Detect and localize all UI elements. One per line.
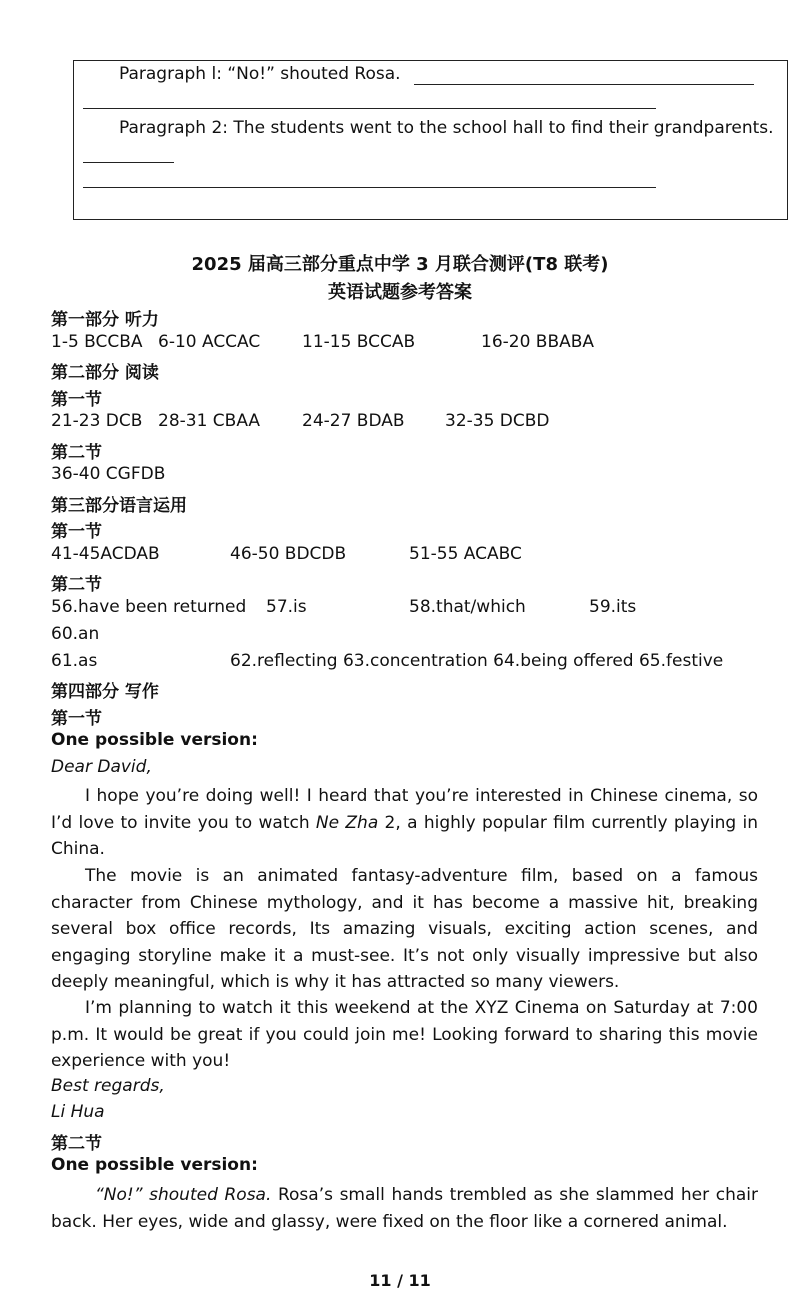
letter-paragraph-2: The movie is an animated fantasy-adventure film, based on a famous character from Chinese mythology, and it has become a massive hit, breaking several box office records, Its amazing visuals, exciting action scenes, and engaging storyline make it a must-see. It’s not only visually impressive but also deeply meaningful, which is why it has attracted so many viewers. bbox=[51, 866, 758, 992]
page-subtitle: 英语试题参考答案 bbox=[328, 282, 472, 303]
version-label: One possible version: bbox=[51, 730, 258, 750]
subsection-heading: 第一节 bbox=[51, 709, 102, 729]
answer-group: 1-5 BCCBA bbox=[51, 332, 143, 352]
answer-group: 16-20 BBABA bbox=[481, 332, 595, 352]
answer-group: 51-55 ACABC bbox=[409, 544, 522, 564]
section-heading: 第三部分语言运用 bbox=[51, 496, 187, 516]
page-number: 11 / 11 bbox=[369, 1271, 431, 1290]
answer-group: 28-31 CBAA bbox=[158, 411, 261, 431]
answer-group: 24-27 BDAB bbox=[302, 411, 405, 431]
answer-group: 32-35 DCBD bbox=[445, 411, 550, 431]
letter-paragraph-3: I’m planning to watch it this weekend at the XYZ Cinema on Saturday at 7:00 p.m. It would be great if you could join me! Looking forward to sharing this movie experience with you! bbox=[51, 998, 758, 1071]
answer-group: 21-23 DCB bbox=[51, 411, 143, 431]
page-title: 2025 届高三部分重点中学 3 月联合测评(T8 联考) bbox=[191, 254, 609, 275]
subsection-heading: 第二节 bbox=[51, 1134, 102, 1154]
answer-line bbox=[83, 108, 656, 109]
answer-item: 56.have been returned bbox=[51, 597, 247, 617]
film-title: Ne Zha bbox=[315, 812, 379, 833]
answer-line bbox=[83, 187, 656, 188]
answer-line bbox=[83, 162, 174, 163]
letter-signature: Li Hua bbox=[51, 1102, 105, 1122]
subsection-heading: 第一节 bbox=[51, 522, 102, 542]
answer-item: 61.as bbox=[51, 651, 98, 671]
answer-group: 6-10 ACCAC bbox=[158, 332, 261, 352]
subsection-heading: 第二节 bbox=[51, 575, 102, 595]
story-paragraph: “No!” shouted Rosa. Rosa’s small hands trembled as she slammed her chair back. Her eyes, wide and glassy, were fixed on the floor like a cornered animal. bbox=[51, 1185, 758, 1232]
version-label: One possible version: bbox=[51, 1155, 258, 1175]
section-heading: 第四部分 写作 bbox=[51, 682, 159, 702]
story-lead: “No!” shouted Rosa. bbox=[95, 1185, 272, 1205]
answer-line bbox=[414, 84, 754, 85]
answer-item: 59.its bbox=[589, 597, 637, 617]
answer-group: 11-15 BCCAB bbox=[302, 332, 416, 352]
letter-paragraph-1: I hope you’re doing well! I heard that you’re interested in Chinese cinema, so I’d love to invite you to watch Ne Zha 2, a highly popular film currently playing in China. bbox=[51, 786, 758, 859]
answer-item: 58.that/which bbox=[409, 597, 526, 617]
answer-item: 62.reflecting 63.concentration 64.being offered 65.festive bbox=[230, 651, 724, 671]
subsection-heading: 第二节 bbox=[51, 443, 102, 463]
section-heading: 第一部分 听力 bbox=[51, 310, 159, 330]
answer-group: 41-45ACDAB bbox=[51, 544, 160, 564]
section-heading: 第二部分 阅读 bbox=[51, 363, 159, 383]
answer-item: 57.is bbox=[266, 597, 307, 617]
subsection-heading: 第一节 bbox=[51, 390, 102, 410]
answer-group: 46-50 BDCDB bbox=[230, 544, 347, 564]
paragraph1-prompt: Paragraph l: “No!” shouted Rosa. bbox=[119, 64, 401, 84]
letter-salutation: Dear David, bbox=[51, 757, 152, 777]
paragraph2-prompt: Paragraph 2: The students went to the school hall to find their grandparents. bbox=[119, 118, 774, 138]
answer-group: 36-40 CGFDB bbox=[51, 464, 166, 484]
letter-closing: Best regards, bbox=[51, 1076, 165, 1096]
answer-item: 60.an bbox=[51, 624, 100, 644]
